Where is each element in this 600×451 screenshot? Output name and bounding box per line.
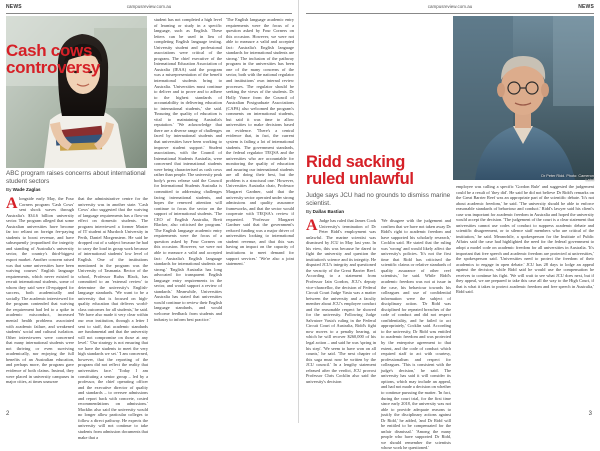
headline: [306, 154, 446, 187]
column-text: employee was calling a specific 'Gordon Rule' and suggested the judgement could be a result of 'they did'. He said he did not believe Dr Ridd's remarks on the Great Barrier Reef was an appropriate part of the scientific debate. 'It's not about academic freedom,' he said. 'The university should be able to enforce reasonable standards of behaviour and conduct.' Ridd's lawyer said his client's case was important for academic freedom in Australia and hoped the university would accept the decision. 'The judgement of the court is a clear statement that universities cannot use codes of conduct to suppress academic debate and scientific disagreement, or to silence staff members who are critical of the institution,' he said. Meanwhile, a spokesperson for the Institute of Public Affairs said the case had highlighted the need for the federal government to adopt a model code on academic freedom for all universities in Australia. 'It's important that free speech and academic freedom are protected at universities,' the spokesperson said. 'Universities need to protect the freedom of their academics to engage in open debate.' JCU has 28 days to lodge an appeal against the decision, while Ridd said he would use the compensation he receives to continue his fight. 'We will wait to see what JCU does next, but if they appeal, we are prepared to take this case all the way to the High Court, if that is what it takes to protect academic freedom and free speech in Australia,' Ridd said.: [456, 184, 594, 295]
page-right: [300, 0, 600, 451]
page-number: 2: [6, 411, 10, 417]
headline: [6, 42, 126, 76]
student-photo: [6, 16, 147, 168]
article-column-1: [6, 196, 74, 412]
section-label: NEWS: [6, 4, 22, 10]
site-url[interactable]: campusreview.com.au: [126, 4, 172, 9]
site-url[interactable]: campusreview.com.au: [427, 4, 473, 9]
running-header: [6, 4, 292, 13]
article-column-2: [78, 196, 148, 440]
section-label: NEWS: [578, 4, 594, 10]
column-text: Judge has ruled that James Cook University's termination of Dr Peter Ridd's employment was unlawful. The marine scientist was dismissed by JCU in May last year. In his view, this was because he dared to fight the university and question the institution's science and its integrity. He disputed JCU's integrity and questioned the veracity of the Great Barrier Reef. According to a statement from Professor Iain Gordon, JCU's deputy vice-chancellor, the decision of Federal Circuit Court Judge Vasta was a matter between the university and a faculty member about JCU's employee conduct and the reasonable respect he showed for the university. Following Judge Salvatore Vasta's ruling in the Federal Circuit Court of Australia, Ridd's fight now moves to a penalty hearing, at which he will recover $260,000 of his legal action – and said he was 'spring in his step'. 'We seem to have won on all counts,' he said. 'The next chapter of this saga must now be written by the JCU council.' In a lengthy statement released after the verdict, JCU provost Professor Chris Cocklin also said the university's decision: [306, 218, 376, 384]
headline-line-1: Ridd sacking: [306, 153, 406, 171]
column-text: 'We disagree with the judgement and confirm that we have not taken away Dr Ridd's right to academic freedom and have supported his scholarly research,' Cocklin said. He stated that the ruling was 'wrong' and would likely affect the university's policies. 'It's not the first time that Ridd has criticised the scientific claims or relative standards of quality assurance of other reef scientists,' he said. While Ridd's academic freedom was not at issue in the case, his behaviour towards his colleagues and use of confidential information were the subject of disciplinary action. 'Dr Ridd was disciplined for repeated breaches of the code of conduct and did not respect confidentiality, and he failed to act appropriately,' Cocklin said. According to the university, Dr Ridd was entitled to academic freedom and was protected by the enterprise agreement to that extent, and the code of conduct which required staff to act with courtesy, professionalism and respect for colleagues. 'This is consistent with the judge's decision,' he said. The university has said it will consider its options, which may include an appeal, and had not made a decision on whether to continue pursuing the matter. 'In fact, during the court trial, for the first time since early 2018, the university was not able to provide adequate reasons to justify the disciplinary actions against Dr Ridd,' he added, 'and Dr Ridd will be entitled to be compensated for the unfair dismissal.' 'Among the many people who have supported Dr Ridd, we should remember the scientists whose work he questioned.': [381, 218, 451, 451]
headline-line-1: Cash cows: [6, 41, 93, 60]
byline: [6, 187, 148, 192]
column-text: longside early May, the Four Corners program 'Cash Cows' sent shock waves through Australia's $34.6 billion university sector. The program alleged that some Australian universities have become far too reliant on foreign fee-paying students to boost revenue, and have subsequently jeopardised the integrity and standing of Australia's university sector, the country's third-biggest export market. Another concern raised was that some universities have been waiving courses' English language requirements, which never existed to recruit international students, some of whom they said were ill-equipped for success, both academically and socially. The academic interviewed for the program contended that waiving the requirement had led to a spike in academic misconduct, increased mental health problems associated with academic failure, and weakened students' social and cultural isolation. Other interviewees were concerned that many international students were not thriving or even surviving academically, nor enjoying the full benefits of an Australian education, and perhaps more, the program gave evidence of both claims. Instead, they were placed in university campuses in major cities, at times unaware: [6, 196, 74, 385]
standfirst: Judge says JCU had no grounds to dismiss marine scientist.: [306, 192, 451, 207]
page-left: [0, 0, 299, 440]
drop-cap: A: [6, 194, 18, 212]
drop-cap: A: [306, 216, 318, 234]
header-rule: [6, 13, 292, 14]
article-column-3: [456, 184, 594, 412]
article-column-4: [226, 17, 294, 412]
column-text: that the administrative centre for the university was in another state. 'Cash Cows' also suggested that the waiving of language requirements has a flow-on effect on domestic students. The program interviewed a former Master of IT student at Murdoch University in Perth, Daniel Morgenstern. He said he dropped out of a subject because he had to carry the load in group work because of international students' low level of English. One of the institutions mentioned in the program was the University of Tasmania. Rector of the school, Professor Rufus Black, has committed to an 'external review' to determine the university's English-language standards. 'We want to be a university that is focused on high-quality education that delivers world-class outcomes for all students,' he said. 'We have also made it very clear within our own institution, through a letter I sent to staff, that academic standards are fundamental and that the university will not compromise on those at any level.' 'Our strategy is not ensuring that we have the students to meet the very high standards we set.' 'I am concerned, however, that the reporting of the program did not reflect the reality that universities face.' 'Today I am constituting a senior group – led by a professor, the chief operating officer and the executive director of quality and standards – to oversee admissions and report back with concrete, costed recommendations on admissions.' Macklin also said the university would no longer allow particular colleges to follow a direct pathway. He expects the university will not continue to take students from admission documents that make that a: [78, 196, 148, 440]
article-column-3: [154, 17, 222, 412]
article-column-1: [306, 218, 376, 412]
running-header: [306, 4, 594, 13]
headline-line-2: ruled unlawful: [306, 169, 414, 188]
byline-author: Dallas Bastian: [312, 209, 345, 214]
page-number: 3: [588, 411, 592, 417]
byline-prefix: By: [306, 209, 312, 214]
byline-prefix: By: [6, 187, 12, 192]
byline: [306, 209, 448, 214]
column-text: 'The English language academic entry requirements were the focus of a question asked by Four Corners on this occasion. However, we were not able to measure a valid and accepted fact: Australia's English language standards for international students are strong.' The inclusion of the pathway program in the universities has been one of the many concerns of the sector, both with the national regulator and institutions' own internal review processes. The regulator should be seeking the views of the students. Dr Holly Vance from the Council of Australian Postgraduate Associations (CAPA) also welcomed the program's comments on international students, but said it was time to allow universities to make decisions based on evidence. 'There's a central evidence that, in fact, the current system is failing a lot of international students. The government standards, the federal regulator TEQSA and the universities who are accountable for monitoring the quality of education and assuring our international students are all doing their best, but the problem is a structural one.' However, Universities Australia chair, Professor Margaret Gardner, said that the university sector operated under strong admissions and quality assurance frameworks, and that the sector would cooperate with TEQSA's review if requested. 'Professor Margaret Gardner said that the government's reduced funding was a major driver of universities looking to international student revenue, and that this was having an impact on the capacity of institutions to meet demand for support services.' 'We're also a joint statement.': [226, 17, 294, 267]
standfirst: ABC program raises concerns about international student sectors: [6, 170, 146, 185]
header-rule: [306, 13, 594, 14]
photo-credit: Dr Peter Ridd. Photo: Cameron Laird: [541, 174, 594, 182]
column-text: student has not completed a high level of learning or study in a specific language, such as English. These letters can be used in lieu of completing English language testing. University student and professional associations were critical of the program. The chief executive of the International Education Association of Australia (IEAA) said the program was a misrepresentation of the benefit international students bring to Australia. 'Universities must continue to deliver and to prove and to adhere to the highest standards of accountability in delivering education to international students,' she said. 'Ensuring the quality of education is vital to maintaining Australia's reputation.' 'We acknowledge that there are a diverse range of challenges faced by international students and that universities have been working to improve student support.' Student associations, with the Council of International Students Australia, were concerned that international students were being characterised as cash cows rather than people. The university peak body's press release said the Council for International Students Australia is committed to addressing challenges facing international students, and hopes the renewed attention will continue to focus the sector on the support of international students. 'The CEO of English Australia, Brett Blacker, also criticised the program.' 'The English language academic entry requirements were the focus of a question asked by Four Corners on this occasion. However, we were not able to measure a valid and accepted fact: Australia's English language standards for international students are strong.' 'English Australia has long advocated for transparent English language entry requirements in the sector, and would support a review of standards.' Meanwhile, Universities Australia has stated that universities would continue to review their English language standards, and would welcome feedback from students and industry to inform best practice.': [154, 17, 222, 322]
article-column-2: [381, 218, 451, 451]
byline-author: Wade Zaglas: [12, 187, 41, 192]
headline-line-2: controversy: [6, 58, 101, 77]
ridd-photo: [453, 16, 594, 180]
